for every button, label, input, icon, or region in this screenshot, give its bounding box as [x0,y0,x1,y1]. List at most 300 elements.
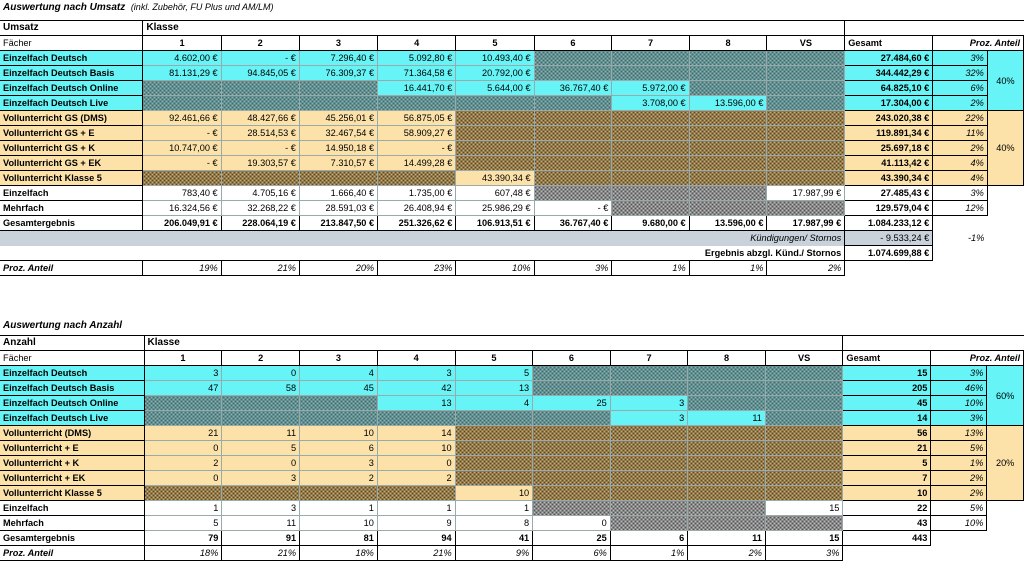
hatched-cell[interactable] [378,96,456,111]
row-label[interactable]: Einzelfach Deutsch [0,51,143,66]
proz-cell[interactable]: 5% [931,501,987,516]
proz-row-cell[interactable]: 21% [377,546,455,561]
hatched-cell[interactable] [533,486,611,501]
hatched-cell[interactable] [689,141,767,156]
hatched-cell[interactable] [456,156,534,171]
value-cell[interactable]: 14 [377,426,455,441]
value-cell[interactable]: 783,40 € [143,186,221,201]
hatched-cell[interactable] [222,486,300,501]
value-cell[interactable]: 28.591,03 € [299,201,377,216]
hatched-cell[interactable] [612,51,689,66]
storno-value[interactable]: - 9.533,24 € [845,231,933,246]
value-cell[interactable]: 43.390,34 € [456,171,534,186]
proz-row-cell[interactable]: 18% [300,546,378,561]
storno-label[interactable]: Kündigungen/ Stornos [143,231,845,246]
hatched-cell[interactable] [688,471,766,486]
hatched-cell[interactable] [689,126,767,141]
hatched-cell[interactable] [221,171,299,186]
column-header[interactable]: 7 [610,351,688,366]
hatched-cell[interactable] [610,471,688,486]
hatched-cell[interactable] [299,171,377,186]
total-cell[interactable]: 81 [300,531,378,546]
value-cell[interactable]: 13 [455,381,533,396]
hatched-cell[interactable] [688,426,766,441]
hatched-cell[interactable] [767,51,845,66]
proz-cell[interactable]: 12% [933,201,988,216]
proz-row-cell[interactable]: 20% [299,261,377,276]
proz-cell[interactable]: 32% [933,66,988,81]
empty-cell[interactable] [933,246,1024,261]
gesamt-cell[interactable]: 5 [843,456,931,471]
value-cell[interactable]: 3 [144,366,222,381]
proz-header[interactable]: Proz. Anteil [931,351,1024,366]
value-cell[interactable]: 15 [765,501,843,516]
value-cell[interactable]: 5.644,00 € [456,81,534,96]
column-header[interactable]: 8 [688,351,766,366]
value-cell[interactable]: 47 [144,381,222,396]
total-cell[interactable]: 11 [688,531,766,546]
value-cell[interactable]: 16.441,70 € [378,81,456,96]
hatched-cell[interactable] [765,411,843,426]
total-gesamt[interactable]: 443 [843,531,931,546]
value-cell[interactable]: 11 [222,426,300,441]
row-label[interactable]: Vollunterricht Klasse 5 [0,486,144,501]
gesamt-cell[interactable]: 14 [843,411,931,426]
hatched-cell[interactable] [456,96,534,111]
proz-cell[interactable]: 4% [933,156,988,171]
hatched-cell[interactable] [533,381,611,396]
hatched-cell[interactable] [222,411,300,426]
hatched-cell[interactable] [533,441,611,456]
value-cell[interactable]: 1.666,40 € [299,186,377,201]
proz-row-cell[interactable]: 1% [689,261,767,276]
hatched-cell[interactable] [456,126,534,141]
proz-cell[interactable]: 11% [933,126,988,141]
value-cell[interactable]: 19.303,57 € [221,156,299,171]
proz-cell[interactable]: 3% [931,411,987,426]
hatched-cell[interactable] [688,396,766,411]
proz-cell[interactable]: 2% [933,96,988,111]
column-header[interactable]: 3 [300,351,378,366]
total-cell[interactable]: 94 [377,531,455,546]
total-label[interactable]: Gesamtergebnis [0,531,144,546]
hatched-cell[interactable] [767,201,845,216]
hatched-cell[interactable] [533,366,611,381]
storno-proz[interactable]: -1% [967,233,985,243]
column-header[interactable]: 5 [456,36,534,51]
hatched-cell[interactable] [534,96,612,111]
hatched-cell[interactable] [689,111,767,126]
proz-cell[interactable]: 1% [931,456,987,471]
value-cell[interactable]: 11 [222,516,300,531]
value-cell[interactable]: 1 [144,501,222,516]
column-header[interactable]: 2 [221,36,299,51]
row-label[interactable]: Vollunterricht GS (DMS) [0,111,143,126]
column-header[interactable]: 7 [612,36,689,51]
hatched-cell[interactable] [765,396,843,411]
value-cell[interactable]: 20.792,00 € [456,66,534,81]
value-cell[interactable]: - € [378,141,456,156]
value-cell[interactable]: 13 [377,396,455,411]
empty-cell[interactable] [0,231,143,246]
row-label[interactable]: Vollunterricht (DMS) [0,426,144,441]
value-cell[interactable]: 0 [144,441,222,456]
column-header[interactable]: VS [767,36,845,51]
hatched-cell[interactable] [767,126,845,141]
gesamt-cell[interactable]: 27.484,60 € [845,51,933,66]
hatched-cell[interactable] [456,141,534,156]
proz-row-cell[interactable]: 21% [222,546,300,561]
gesamt-cell[interactable]: 21 [843,441,931,456]
hatched-cell[interactable] [688,456,766,471]
hatched-cell[interactable] [765,456,843,471]
value-cell[interactable]: 48.427,66 € [221,111,299,126]
gesamt-cell[interactable]: 243.020,38 € [845,111,933,126]
klasse-label[interactable]: Klasse [144,336,843,351]
row-label[interactable]: Einzelfach Deutsch Live [0,411,144,426]
value-cell[interactable]: 11 [688,411,766,426]
row-label[interactable]: Mehrfach [0,201,143,216]
value-cell[interactable]: 1.735,00 € [378,186,456,201]
column-header[interactable]: 1 [143,36,221,51]
hatched-cell[interactable] [767,171,845,186]
value-cell[interactable]: 58.909,27 € [378,126,456,141]
hatched-cell[interactable] [688,441,766,456]
hatched-cell[interactable] [299,96,377,111]
hatched-cell[interactable] [612,141,689,156]
value-cell[interactable]: 0 [222,456,300,471]
hatched-cell[interactable] [612,111,689,126]
hatched-cell[interactable] [534,171,612,186]
hatched-cell[interactable] [455,411,533,426]
gesamt-cell[interactable]: 64.825,10 € [845,81,933,96]
row-label[interactable]: Vollunterricht GS + EK [0,156,143,171]
row-label[interactable]: Mehrfach [0,516,144,531]
value-cell[interactable]: 17.987,99 € [767,186,845,201]
proz-row-cell[interactable]: 23% [378,261,456,276]
hatched-cell[interactable] [300,396,378,411]
ergebnis-value[interactable]: 1.074.699,88 € [845,246,933,261]
value-cell[interactable]: 3 [610,411,688,426]
empty-cell[interactable] [0,246,143,261]
proz-cell[interactable]: 13% [931,426,987,441]
hatched-cell[interactable] [765,441,843,456]
hatched-cell[interactable] [765,381,843,396]
row-label[interactable]: Einzelfach Deutsch [0,366,144,381]
hatched-cell[interactable] [143,81,221,96]
empty-cell[interactable] [987,516,1024,531]
hatched-cell[interactable] [533,501,611,516]
corner-label[interactable]: Umsatz [0,21,143,36]
proz-cell[interactable]: 10% [931,396,987,411]
value-cell[interactable]: 3 [222,501,300,516]
value-cell[interactable]: 607,48 € [456,186,534,201]
proz-row-cell[interactable]: 9% [455,546,533,561]
value-cell[interactable]: 16.324,56 € [143,201,221,216]
value-cell[interactable]: 5.092,80 € [378,51,456,66]
gesamt-cell[interactable]: 17.304,00 € [845,96,933,111]
proz-cell[interactable]: 3% [931,366,987,381]
value-cell[interactable]: - € [221,141,299,156]
total-cell[interactable]: 25 [533,531,611,546]
hatched-cell[interactable] [767,81,845,96]
hatched-cell[interactable] [689,201,767,216]
klasse-label[interactable]: Klasse [143,21,845,36]
hatched-cell[interactable] [767,156,845,171]
proz-cell[interactable]: 2% [931,486,987,501]
value-cell[interactable]: 3 [222,471,300,486]
row-label[interactable]: Vollunterricht Klasse 5 [0,171,143,186]
column-header[interactable]: 1 [144,351,222,366]
row-label[interactable]: Einzelfach [0,186,143,201]
gesamt-cell[interactable]: 27.485,43 € [845,186,933,201]
value-cell[interactable]: 7.296,40 € [299,51,377,66]
value-cell[interactable]: 56.875,05 € [378,111,456,126]
hatched-cell[interactable] [610,501,688,516]
hatched-cell[interactable] [767,96,845,111]
value-cell[interactable]: 14.499,28 € [378,156,456,171]
hatched-cell[interactable] [689,186,767,201]
hatched-cell[interactable] [612,126,689,141]
gesamt-cell[interactable]: 25.697,18 € [845,141,933,156]
total-cell[interactable]: 91 [222,531,300,546]
gesamt-cell[interactable]: 45 [843,396,931,411]
hatched-cell[interactable] [610,441,688,456]
hatched-cell[interactable] [534,111,612,126]
hatched-cell[interactable] [610,366,688,381]
hatched-cell[interactable] [143,96,221,111]
value-cell[interactable]: 36.767,40 € [534,81,612,96]
value-cell[interactable]: 92.461,66 € [143,111,221,126]
empty-cell[interactable] [987,501,1024,516]
empty-cell[interactable] [843,546,1024,561]
hatched-cell[interactable] [378,171,456,186]
value-cell[interactable]: 0 [144,471,222,486]
value-cell[interactable]: 2 [377,471,455,486]
hatched-cell[interactable] [688,366,766,381]
hatched-cell[interactable] [610,456,688,471]
proz-row-cell[interactable]: 18% [144,546,222,561]
column-header[interactable]: 5 [455,351,533,366]
proz-row-cell[interactable]: 19% [143,261,221,276]
proz-cell[interactable]: 2% [931,471,987,486]
value-cell[interactable]: - € [143,156,221,171]
hatched-cell[interactable] [612,201,689,216]
value-cell[interactable]: 32.467,54 € [299,126,377,141]
hatched-cell[interactable] [377,411,455,426]
proz-cell[interactable]: 3% [933,186,988,201]
proz-row-cell[interactable]: 2% [767,261,845,276]
row-label[interactable]: Vollunterricht + E [0,441,144,456]
column-header[interactable]: 3 [299,36,377,51]
gesamt-cell[interactable]: 7 [843,471,931,486]
value-cell[interactable]: 71.364,58 € [378,66,456,81]
row-label[interactable]: Vollunterricht + EK [0,471,144,486]
hatched-cell[interactable] [144,411,222,426]
gesamt-cell[interactable]: 119.891,34 € [845,126,933,141]
hatched-cell[interactable] [533,411,611,426]
proz-header[interactable]: Proz. Anteil [933,36,1024,51]
hatched-cell[interactable] [534,66,612,81]
total-cell[interactable]: 15 [765,531,843,546]
row-label[interactable]: Einzelfach Deutsch Basis [0,381,144,396]
hatched-cell[interactable] [765,426,843,441]
row-label[interactable]: Einzelfach Deutsch Online [0,396,144,411]
value-cell[interactable]: 10 [377,441,455,456]
hatched-cell[interactable] [144,486,222,501]
hatched-cell[interactable] [533,426,611,441]
hatched-cell[interactable] [534,126,612,141]
hatched-cell[interactable] [689,51,767,66]
gesamt-cell[interactable]: 41.113,42 € [845,156,933,171]
total-cell[interactable]: 6 [610,531,688,546]
hatched-cell[interactable] [688,501,766,516]
group-share-cell[interactable]: 60% [987,366,1024,426]
value-cell[interactable]: 5 [455,366,533,381]
value-cell[interactable]: 94.845,05 € [221,66,299,81]
hatched-cell[interactable] [612,66,689,81]
group-share-cell[interactable]: 20% [987,426,1024,501]
value-cell[interactable]: 0 [533,516,611,531]
value-cell[interactable]: 58 [222,381,300,396]
hatched-cell[interactable] [612,186,689,201]
value-cell[interactable]: 25 [533,396,611,411]
value-cell[interactable]: 3.708,00 € [612,96,689,111]
value-cell[interactable]: 1 [455,501,533,516]
proz-row-cell[interactable]: 21% [221,261,299,276]
value-cell[interactable]: 5 [144,516,222,531]
gesamt-cell[interactable]: 43.390,34 € [845,171,933,186]
value-cell[interactable]: 3 [610,396,688,411]
value-cell[interactable]: - € [534,201,612,216]
hatched-cell[interactable] [455,426,533,441]
hatched-cell[interactable] [610,486,688,501]
value-cell[interactable]: 1 [300,501,378,516]
column-header[interactable]: 6 [534,36,612,51]
hatched-cell[interactable] [688,381,766,396]
corner-label[interactable]: Anzahl [0,336,144,351]
hatched-cell[interactable] [533,456,611,471]
proz-cell[interactable]: 10% [931,516,987,531]
gesamt-cell[interactable]: 43 [843,516,931,531]
value-cell[interactable]: 45.256,01 € [299,111,377,126]
empty-cell[interactable] [843,336,1024,351]
hatched-cell[interactable] [610,516,688,531]
empty-cell[interactable] [933,216,1024,231]
gesamt-cell[interactable]: 15 [843,366,931,381]
value-cell[interactable]: 14.950,18 € [299,141,377,156]
hatched-cell[interactable] [533,471,611,486]
hatched-cell[interactable] [221,96,299,111]
value-cell[interactable]: 81.131,29 € [143,66,221,81]
proz-cell[interactable]: 3% [933,51,988,66]
hatched-cell[interactable] [765,471,843,486]
total-cell[interactable]: 206.049,91 € [143,216,221,231]
hatched-cell[interactable] [300,486,378,501]
value-cell[interactable]: 26.408,94 € [378,201,456,216]
hatched-cell[interactable] [689,171,767,186]
hatched-cell[interactable] [765,516,843,531]
total-cell[interactable]: 106.913,51 € [456,216,534,231]
empty-cell[interactable] [987,201,1023,216]
total-cell[interactable]: 213.847,50 € [299,216,377,231]
hatched-cell[interactable] [300,411,378,426]
value-cell[interactable]: 10.747,00 € [143,141,221,156]
gesamt-cell[interactable]: 129.579,04 € [845,201,933,216]
total-label[interactable]: Gesamtergebnis [0,216,143,231]
proz-row-cell[interactable]: 10% [456,261,534,276]
hatched-cell[interactable] [144,396,222,411]
proz-row-cell[interactable]: 3% [765,546,843,561]
column-header[interactable]: VS [765,351,843,366]
proz-row-cell[interactable]: 1% [610,546,688,561]
column-header[interactable]: 8 [689,36,767,51]
hatched-cell[interactable] [612,156,689,171]
value-cell[interactable]: 5 [222,441,300,456]
gesamt-cell[interactable]: 344.442,29 € [845,66,933,81]
hatched-cell[interactable] [534,51,612,66]
value-cell[interactable]: 2 [144,456,222,471]
gesamt-header[interactable]: Gesamt [843,351,931,366]
hatched-cell[interactable] [689,66,767,81]
total-cell[interactable]: 251.326,62 € [378,216,456,231]
value-cell[interactable]: 0 [222,366,300,381]
empty-cell[interactable] [987,231,1023,246]
group-share-cell[interactable]: 40% [987,51,1023,111]
group-share-cell[interactable]: 40% [987,111,1023,186]
proz-cell[interactable]: 46% [931,381,987,396]
value-cell[interactable]: 42 [377,381,455,396]
total-cell[interactable]: 17.987,99 € [767,216,845,231]
value-cell[interactable]: 4.705,16 € [221,186,299,201]
total-cell[interactable]: 13.596,00 € [689,216,767,231]
value-cell[interactable]: 10 [455,486,533,501]
proz-row-cell[interactable]: 1% [612,261,689,276]
value-cell[interactable]: 0 [377,456,455,471]
hatched-cell[interactable] [534,186,612,201]
column-header[interactable]: 4 [377,351,455,366]
column-header[interactable]: 4 [378,36,456,51]
hatched-cell[interactable] [377,486,455,501]
total-cell[interactable]: 79 [144,531,222,546]
value-cell[interactable]: 10 [300,516,378,531]
row-label[interactable]: Vollunterricht GS + K [0,141,143,156]
hatched-cell[interactable] [534,156,612,171]
hatched-cell[interactable] [612,171,689,186]
faecher-header[interactable]: Fächer [0,36,143,51]
proz-cell[interactable]: 4% [933,171,988,186]
value-cell[interactable]: 1 [377,501,455,516]
ergebnis-label[interactable]: Ergebnis abzgl. Künd./ Stornos [704,247,842,258]
column-header[interactable]: 2 [222,351,300,366]
value-cell[interactable]: 76.309,37 € [299,66,377,81]
empty-cell[interactable] [931,531,1024,546]
value-cell[interactable]: 9 [377,516,455,531]
value-cell[interactable]: 13.596,00 € [689,96,767,111]
hatched-cell[interactable] [767,111,845,126]
value-cell[interactable]: 8 [455,516,533,531]
hatched-cell[interactable] [222,396,300,411]
hatched-cell[interactable] [455,456,533,471]
faecher-header[interactable]: Fächer [0,351,144,366]
hatched-cell[interactable] [299,81,377,96]
hatched-cell[interactable] [221,81,299,96]
value-cell[interactable]: 4.602,00 € [143,51,221,66]
hatched-cell[interactable] [455,471,533,486]
empty-cell[interactable] [987,186,1023,201]
empty-cell[interactable] [845,21,1024,36]
row-label[interactable]: Vollunterricht + K [0,456,144,471]
